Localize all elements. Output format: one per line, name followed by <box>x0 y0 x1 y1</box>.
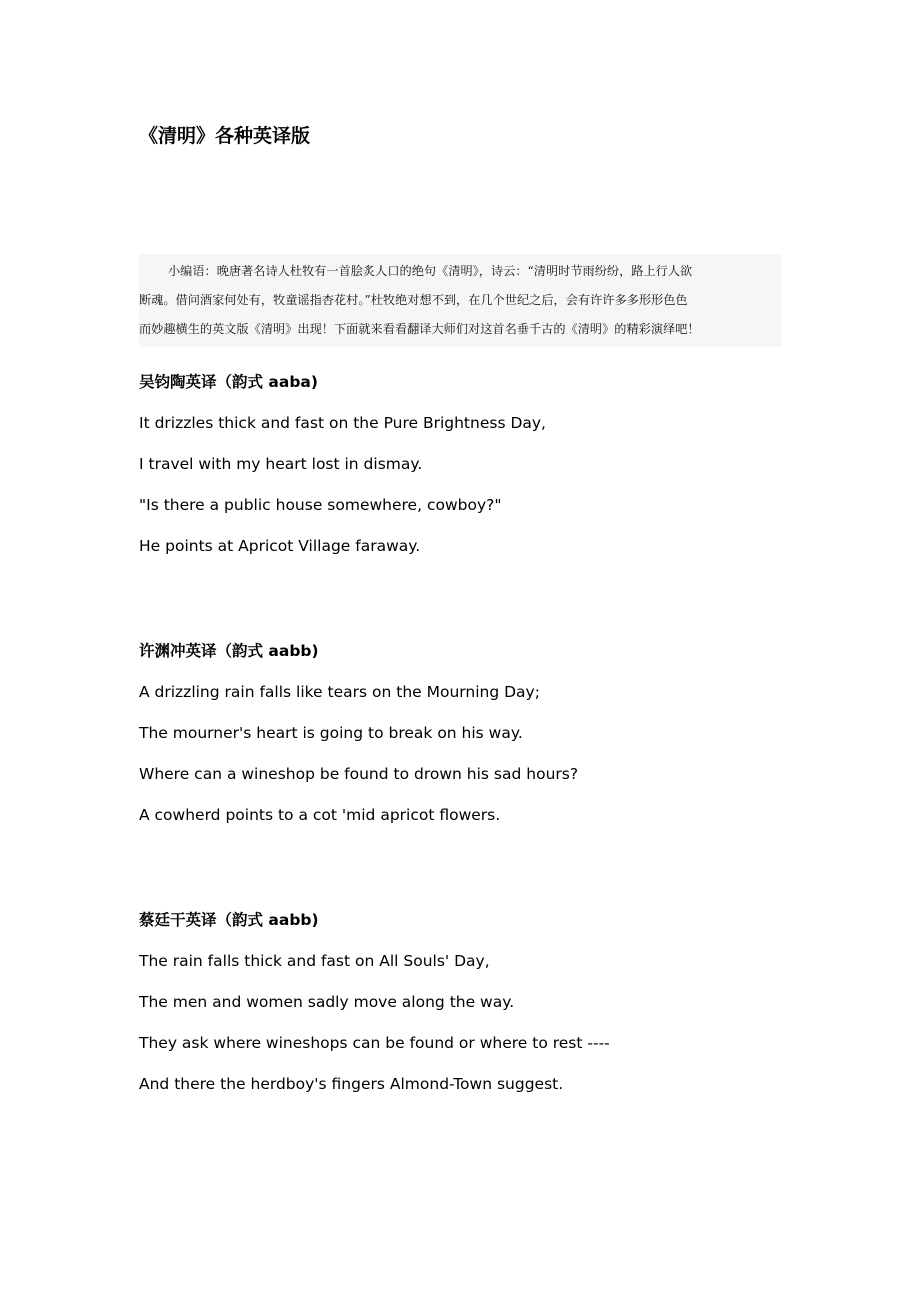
page-title: 《清明》各种英译版 <box>139 125 311 147</box>
poem-line: The rain falls thick and fast on All Souls' Day, <box>139 952 490 970</box>
translation-wu-juntao <box>139 372 779 577</box>
translation-cai-tinggan <box>139 910 779 1115</box>
poem-line: I travel with my heart lost in dismay. <box>139 455 423 473</box>
poem-line: He points at Apricot Village faraway. <box>139 537 421 555</box>
poem-line: It drizzles thick and fast on the Pure Brightness Day, <box>139 414 546 432</box>
poem-line: "Is there a public house somewhere, cowboy?" <box>139 496 502 514</box>
poem-line: The men and women sadly move along the way. <box>139 993 515 1011</box>
translation-heading: 许渊冲英译（韵式 aabb) <box>139 642 319 660</box>
poem-line: They ask where wineshops can be found or where to rest ---- <box>139 1034 610 1052</box>
editor-note-line: 而妙趣横生的英文版《清明》出现！下面就来看看翻译大师们对这首名垂千古的《清明》的精彩演绎吧！ <box>139 322 700 336</box>
poem-line: A drizzling rain falls like tears on the Mourning Day; <box>139 683 540 701</box>
translation-heading: 吴钧陶英译（韵式 aaba) <box>139 373 318 391</box>
translation-xu-yuanchong <box>139 641 779 846</box>
editor-note-line: 小编语：晚唐著名诗人杜牧有一首脍炙人口的绝句《清明》，诗云：“清明时节雨纷纷，路上行人欲 <box>168 264 693 278</box>
editor-note <box>139 254 782 347</box>
translation-heading: 蔡廷干英译（韵式 aabb) <box>139 911 319 929</box>
poem-line: The mourner's heart is going to break on his way. <box>139 724 523 742</box>
poem-line: Where can a wineshop be found to drown his sad hours? <box>139 765 579 783</box>
poem-line: And there the herdboy's fingers Almond-Town suggest. <box>139 1075 564 1093</box>
editor-note-line: 断魂。借问酒家何处有，牧童谣指杏花村。”杜牧绝对想不到，在几个世纪之后，会有许许多多形形色色 <box>139 293 688 307</box>
poem-line: A cowherd points to a cot 'mid apricot flowers. <box>139 806 501 824</box>
